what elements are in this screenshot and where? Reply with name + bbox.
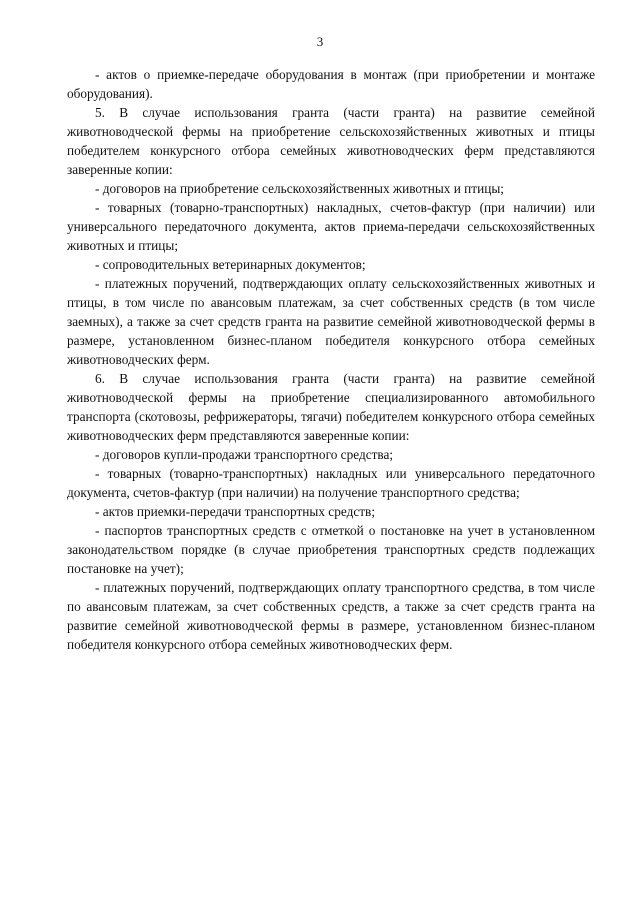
- paragraph: - актов о приемке-передаче оборудования в монтаж (при приобретении и монтаже оборудования).: [67, 67, 595, 101]
- paragraph: - актов приемки-передачи транспортных средств;: [95, 504, 376, 519]
- paragraph: - товарных (товарно-транспортных) накладных или универсального передаточного документа, счетов-фактур (при наличии) на получение транспортного средства;: [67, 466, 595, 500]
- page-number: 3: [316, 34, 324, 49]
- paragraph: - платежных поручений, подтверждающих оплату сельскохозяйственных животных и птицы, в том числе по авансовым платежам, за счет собственных средств (в том числе заемных), а также за счет средств гранта на развитие семейной животноводческой фермы в размере, установленном бизнес-планом победителя конкурсного отбора семейных животноводческих ферм.: [67, 276, 595, 367]
- paragraph: - паспортов транспортных средств с отметкой о постановке на учет в установленном законодательством порядке (в случае приобретения транспортных средств подлежащих постановке на учет);: [67, 523, 595, 576]
- paragraph: 5. В случае использования гранта (части гранта) на развитие семейной животноводческой фермы на приобретение сельскохозяйственных животных и птицы победителем конкурсного отбора семейных животноводческих ферм представляются заверенные копии:: [67, 105, 595, 177]
- paragraph: - платежных поручений, подтверждающих оплату транспортного средства, в том числе по авансовым платежам, за счет собственных средств, а также за счет средств гранта на развитие семейной животноводческой фермы в размере, установленном бизнес-планом победителя конкурсного отбора семейных животноводческих ферм.: [67, 580, 595, 652]
- document-body: [67, 65, 595, 654]
- paragraph: - сопроводительных ветеринарных документов;: [95, 257, 366, 272]
- paragraph: 6. В случае использования гранта (части гранта) на развитие семейной животноводческой фермы на приобретение специализированного автомобильного транспорта (скотовозы, рефрижераторы, тягачи) победителем конкурсного отбора семейных животноводческих ферм представляются заверенные копии:: [67, 371, 595, 443]
- paragraph: - товарных (товарно-транспортных) накладных, счетов-фактур (при наличии) или универсального передаточного документа, актов приема-передачи сельскохозяйственных животных и птицы;: [67, 200, 595, 253]
- paragraph: - договоров купли-продажи транспортного средства;: [95, 447, 394, 462]
- paragraph: - договоров на приобретение сельскохозяйственных животных и птицы;: [95, 181, 504, 196]
